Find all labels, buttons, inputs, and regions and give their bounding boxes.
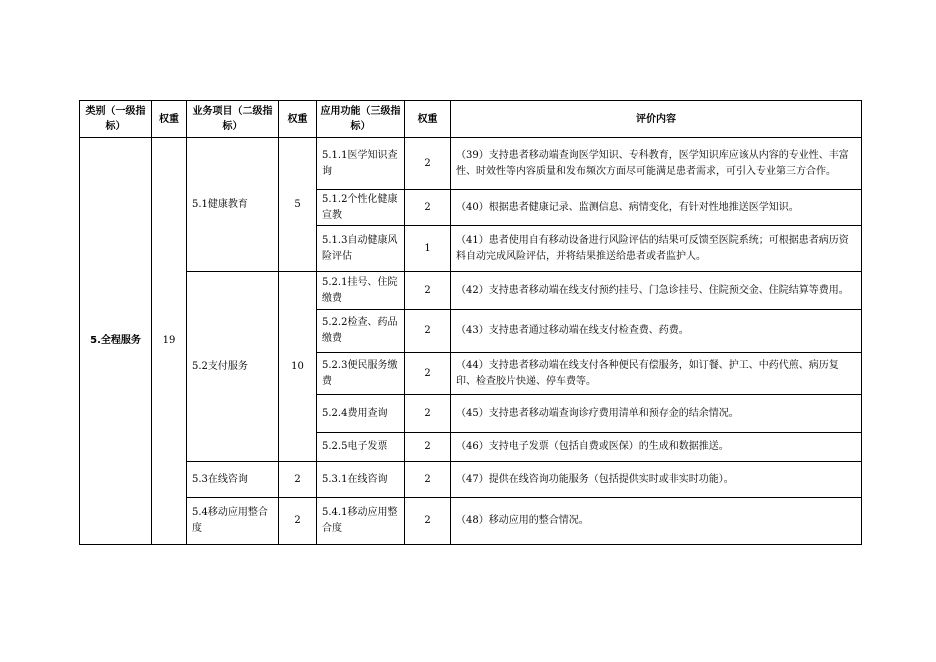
group-weight: 10 [279,272,317,462]
group-weight: 5 [279,138,317,272]
evaluation-table [79,100,862,545]
evaluation-content: （48）移动应用的整合情况。 [451,498,862,545]
function-weight: 2 [405,462,451,498]
function-weight: 2 [405,353,451,395]
category-weight: 19 [152,138,187,545]
table-row [80,138,862,190]
table-row [80,272,862,310]
function-name: 5.2.5电子发票 [317,433,405,462]
evaluation-content: （47）提供在线咨询功能服务（包括提供实时或非实时功能）。 [451,462,862,498]
table-row [80,462,862,498]
function-name: 5.4.1移动应用整合度 [317,498,405,545]
header-weight-3: 权重 [405,101,451,138]
function-name: 5.2.1挂号、住院缴费 [317,272,405,310]
group-name: 5.3在线咨询 [187,462,279,498]
evaluation-content: （41）患者使用自有移动设备进行风险评估的结果可反馈至医院系统；可根据患者病历资料自动完成风险评估，并将结果推送给患者或者监护人。 [451,226,862,272]
header-business-item: 业务项目（二级指标） [187,101,279,138]
header-weight-2: 权重 [279,101,317,138]
function-weight: 2 [405,395,451,433]
function-name: 5.1.2个性化健康宣教 [317,190,405,226]
function-weight: 2 [405,190,451,226]
function-name: 5.1.1医学知识查询 [317,138,405,190]
function-name: 5.2.3便民服务缴费 [317,353,405,395]
group-weight: 2 [279,462,317,498]
header-category: 类别（一级指标） [80,101,152,138]
header-content: 评价内容 [451,101,862,138]
category-name: 5.全程服务 [80,138,152,545]
function-name: 5.2.2检查、药品缴费 [317,310,405,353]
group-name: 5.4移动应用整合度 [187,498,279,545]
function-weight: 2 [405,310,451,353]
header-row [80,101,862,138]
group-name: 5.1健康教育 [187,138,279,272]
function-weight: 2 [405,498,451,545]
evaluation-content: （39）支持患者移动端查询医学知识、专科教育，医学知识库应该从内容的专业性、丰富性、时效性等内容质量和发布频次方面尽可能满足患者需求，可引入专业第三方合作。 [451,138,862,190]
function-weight: 1 [405,226,451,272]
evaluation-content: （40）根据患者健康记录、监测信息、病情变化，有针对性地推送医学知识。 [451,190,862,226]
evaluation-content: （42）支持患者移动端在线支付预约挂号、门急诊挂号、住院预交金、住院结算等费用。 [451,272,862,310]
group-name: 5.2支付服务 [187,272,279,462]
evaluation-content: （45）支持患者移动端查询诊疗费用清单和预存金的结余情况。 [451,395,862,433]
function-weight: 2 [405,272,451,310]
header-function: 应用功能（三级指标） [317,101,405,138]
function-name: 5.3.1在线咨询 [317,462,405,498]
evaluation-content: （44）支持患者移动端在线支付各种便民有偿服务，如订餐、护工、中药代煎、病历复印、检查胶片快递、停车费等。 [451,353,862,395]
function-weight: 2 [405,433,451,462]
function-weight: 2 [405,138,451,190]
evaluation-content: （46）支持电子发票（包括自费或医保）的生成和数据推送。 [451,433,862,462]
group-weight: 2 [279,498,317,545]
function-name: 5.2.4费用查询 [317,395,405,433]
header-weight-1: 权重 [152,101,187,138]
table-row [80,498,862,545]
function-name: 5.1.3自动健康风险评估 [317,226,405,272]
evaluation-content: （43）支持患者通过移动端在线支付检查费、药费。 [451,310,862,353]
